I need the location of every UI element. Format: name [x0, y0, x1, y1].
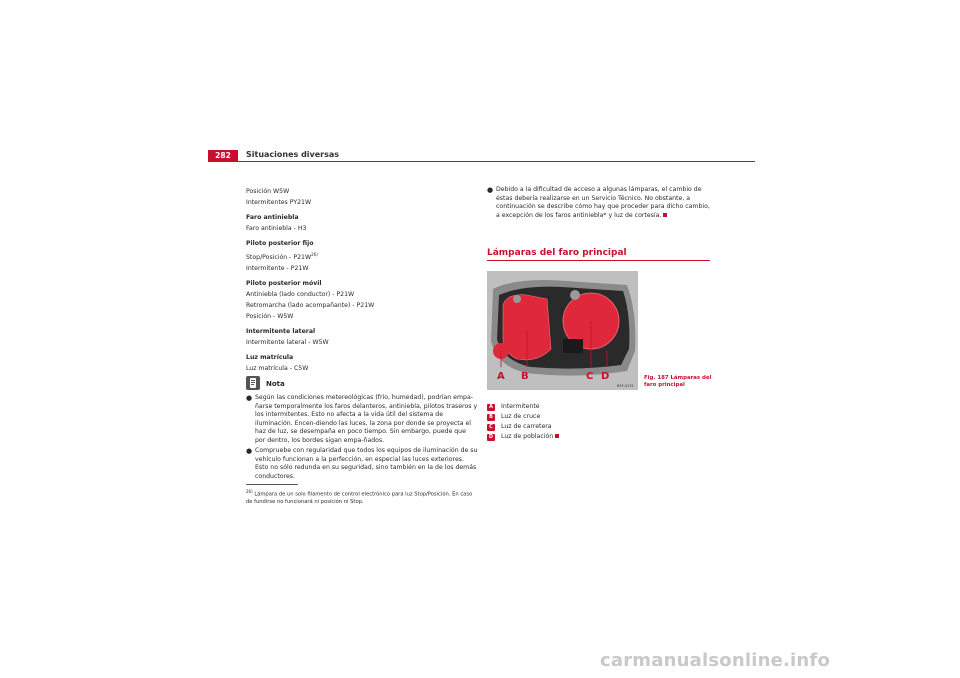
- legend-key-badge: D: [488, 434, 494, 440]
- end-mark: [555, 434, 559, 438]
- spec-line: [246, 249, 478, 263]
- spec-line: [246, 300, 478, 311]
- spec-text: Intermitente lateral - W5W: [246, 339, 329, 347]
- footnote-text: Lámpara de un solo filamento de control electrónico para luz Stop/Posición. En caso de fundirse no funcionará ni posición ni Stop.: [246, 491, 473, 505]
- figure-label-c: C: [586, 371, 594, 382]
- legend-key-badge: A: [487, 404, 495, 411]
- left-column: [246, 186, 478, 483]
- legend-text: Intermitente: [501, 403, 540, 410]
- nota-heading: [246, 376, 478, 392]
- spec-heading: [246, 326, 478, 337]
- footnote-marker: 26): [246, 489, 253, 494]
- note-hand-icon: [246, 376, 260, 390]
- spec-line: [246, 263, 478, 274]
- spec-heading: [246, 212, 478, 223]
- bullet-dot: ●: [487, 186, 494, 194]
- bulb-spec-list: [246, 186, 478, 374]
- bullet-dot: ●: [246, 394, 253, 403]
- section-title: Lámparas del faro principal: [487, 248, 627, 258]
- spec-text: Faro antiniebla - H3: [246, 225, 307, 232]
- figure-label-b: B: [521, 371, 529, 382]
- spec-text: Stop/Posición - P21W: [246, 254, 312, 262]
- page-number: 282: [208, 150, 238, 162]
- nota-bullet-text: Compruebe con regularidad que todos los equipos de iluminación de su vehículo funcionan a la perfección, en especial las luces exteriores. Esto no sólo redunda en su seguridad, sino también en la de los demás conductores.: [255, 447, 478, 480]
- legend-text: Luz de carretera: [501, 423, 552, 430]
- nota-bullet: [246, 447, 478, 481]
- spec-text: Antiniebla (lado conductor) - P21W: [246, 291, 355, 299]
- intro-paragraph: [487, 186, 712, 220]
- intro-text: Debido a la dificultad de acceso a algunas lámparas, el cambio de éstas debería realizarse en un Servicio Técnico. No obstante, a continuación se describe cómo hay que proceder para dicho cambio, a excepción de los faros antiniebla* y luz de cortesía.: [496, 186, 710, 219]
- spec-text: Piloto posterior fijo: [246, 240, 314, 247]
- figure-label-d: D: [601, 371, 610, 382]
- footnote-rule: [246, 484, 298, 485]
- section-rule: [487, 260, 710, 261]
- footnote: [246, 488, 478, 506]
- end-mark: [663, 213, 667, 217]
- watermark: carmanualsonline.info: [600, 650, 831, 671]
- nota-bullet-text: Según las condiciones metereológicas (frío, humedad), podrían empa-ñarse temporalmente los faros delanteros, antiniebla, pilotos traseros y los intermitentes. Esto no afecta a la vida útil del sistema de iluminación. Encen-diendo las luces, la zona por donde se proyecta el haz de luz, se desempaña en poco tiempo. Sin embargo, puede que por dentro, los bordes sigan empa-ñados.: [255, 394, 478, 444]
- spec-heading: [246, 352, 478, 363]
- figure-caption: Fig. 187 Lámparas del faro principal: [644, 375, 712, 388]
- spec-line: [246, 311, 478, 322]
- spec-text: Intermitente - P21W: [246, 265, 309, 273]
- spec-line: [246, 289, 478, 300]
- page-header-title: Situaciones diversas: [246, 150, 340, 159]
- figure-code: B5F-0131: [617, 384, 634, 388]
- spec-text: Faro antiniebla: [246, 214, 299, 221]
- right-column: [487, 186, 712, 220]
- spec-text: Intermitentes PY21W: [246, 199, 312, 206]
- spec-text: Posición - W5W: [246, 313, 294, 321]
- nota-bullet: [246, 394, 478, 445]
- legend-text: [501, 433, 559, 440]
- spec-line: [246, 363, 478, 374]
- spec-text: Retromarcha (lado acompañante) - P21W: [246, 302, 375, 310]
- spec-text: Posición W5W: [246, 188, 290, 195]
- legend-text: Luz de cruce: [501, 413, 541, 420]
- nota-label: Nota: [266, 380, 285, 389]
- footnote-ref: 26): [311, 252, 318, 257]
- figure-label-a: A: [497, 371, 505, 382]
- spec-line: [246, 223, 478, 234]
- spec-text: Intermitente lateral: [246, 328, 316, 336]
- spec-line: [246, 337, 478, 348]
- spec-text: Piloto posterior móvil: [246, 280, 322, 288]
- header-rule: [208, 161, 755, 162]
- spec-text: Luz matrícula: [246, 354, 294, 362]
- spec-heading: [246, 278, 478, 289]
- legend-text-value: Luz de población: [501, 433, 554, 440]
- spec-text: Luz matrícula - C5W: [246, 365, 309, 373]
- spec-heading: [246, 238, 478, 249]
- spec-line: [246, 186, 478, 197]
- headlight-illustration: [487, 271, 638, 390]
- legend-key-badge: C: [487, 424, 495, 431]
- legend-key-badge: B: [487, 414, 495, 421]
- spec-line: [246, 197, 478, 208]
- headlight-figure: [487, 271, 638, 390]
- bullet-dot: ●: [246, 447, 253, 456]
